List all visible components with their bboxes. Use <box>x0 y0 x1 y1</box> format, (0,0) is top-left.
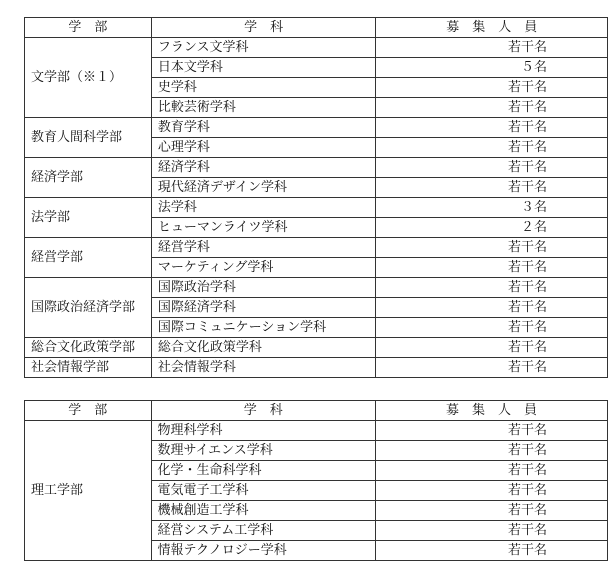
faculty-cell: 教育人間科学部 <box>25 118 152 158</box>
quota-cell: 若干名 <box>376 338 608 358</box>
quota-cell: 若干名 <box>376 318 608 338</box>
table-row <box>25 278 608 298</box>
table-row <box>25 358 608 378</box>
quota-cell: 若干名 <box>376 158 608 178</box>
department-cell: 現代経済デザイン学科 <box>151 178 376 198</box>
faculty-cell: 経営学部 <box>25 238 152 278</box>
department-cell: 数理サイエンス学科 <box>151 441 375 461</box>
quota-cell: 若干名 <box>376 38 608 58</box>
quota-cell: 若干名 <box>376 258 608 278</box>
department-cell: 経済学科 <box>151 158 376 178</box>
department-cell: 史学科 <box>151 78 376 98</box>
department-cell: 心理学科 <box>151 138 376 158</box>
quota-cell: ２名 <box>376 218 608 238</box>
header-quota: 募 集 人 員 <box>376 18 608 38</box>
table-row <box>25 198 608 218</box>
quota-cell: ３名 <box>376 198 608 218</box>
department-cell: 総合文化政策学科 <box>151 338 376 358</box>
faculty-cell: 法学部 <box>25 198 152 238</box>
department-cell: 化学・生命科学科 <box>151 461 375 481</box>
quota-cell: 若干名 <box>375 461 607 481</box>
faculty-cell: 国際政治経済学部 <box>25 278 152 338</box>
header-department: 学 科 <box>151 18 376 38</box>
quota-cell: 若干名 <box>376 98 608 118</box>
quota-cell: 若干名 <box>375 541 607 561</box>
header-quota: 募 集 人 員 <box>375 401 607 421</box>
quota-cell: 若干名 <box>376 298 608 318</box>
quota-cell: 若干名 <box>376 278 608 298</box>
quota-cell: 若干名 <box>375 441 607 461</box>
department-cell: 国際コミュニケーション学科 <box>151 318 376 338</box>
faculty-cell: 総合文化政策学部 <box>25 338 152 358</box>
department-cell: 教育学科 <box>151 118 376 138</box>
table-row <box>25 158 608 178</box>
table-row <box>25 338 608 358</box>
quota-cell: 若干名 <box>375 421 607 441</box>
table-row <box>25 118 608 138</box>
department-cell: フランス文学科 <box>151 38 376 58</box>
quota-cell: 若干名 <box>376 238 608 258</box>
department-cell: 経営システム工学科 <box>151 521 375 541</box>
quota-cell: 若干名 <box>375 521 607 541</box>
quota-cell: ５名 <box>376 58 608 78</box>
department-cell: 経営学科 <box>151 238 376 258</box>
quota-cell: 若干名 <box>376 118 608 138</box>
department-cell: 物理科学科 <box>151 421 375 441</box>
header-department: 学 科 <box>151 401 375 421</box>
department-cell: 社会情報学科 <box>151 358 376 378</box>
department-cell: マーケティング学科 <box>151 258 376 278</box>
faculty-cell: 文学部（※１） <box>25 38 152 118</box>
table-row <box>25 38 608 58</box>
department-cell: 電気電子工学科 <box>151 481 375 501</box>
recruitment-table-2 <box>24 400 608 561</box>
faculty-cell: 社会情報学部 <box>25 358 152 378</box>
department-cell: 日本文学科 <box>151 58 376 78</box>
table-row <box>25 421 608 441</box>
department-cell: 法学科 <box>151 198 376 218</box>
header-faculty: 学 部 <box>25 401 152 421</box>
quota-cell: 若干名 <box>375 481 607 501</box>
header-row <box>25 401 608 421</box>
header-faculty: 学 部 <box>25 18 152 38</box>
quota-cell: 若干名 <box>376 78 608 98</box>
department-cell: 機械創造工学科 <box>151 501 375 521</box>
header-row <box>25 18 608 38</box>
quota-cell: 若干名 <box>376 178 608 198</box>
department-cell: 国際政治学科 <box>151 278 376 298</box>
department-cell: 比較芸術学科 <box>151 98 376 118</box>
department-cell: ヒューマンライツ学科 <box>151 218 376 238</box>
faculty-cell: 経済学部 <box>25 158 152 198</box>
faculty-cell: 理工学部 <box>25 421 152 561</box>
recruitment-table-1 <box>24 17 608 378</box>
department-cell: 国際経済学科 <box>151 298 376 318</box>
department-cell: 情報テクノロジー学科 <box>151 541 375 561</box>
table-row <box>25 238 608 258</box>
quota-cell: 若干名 <box>375 501 607 521</box>
quota-cell: 若干名 <box>376 138 608 158</box>
quota-cell: 若干名 <box>376 358 608 378</box>
